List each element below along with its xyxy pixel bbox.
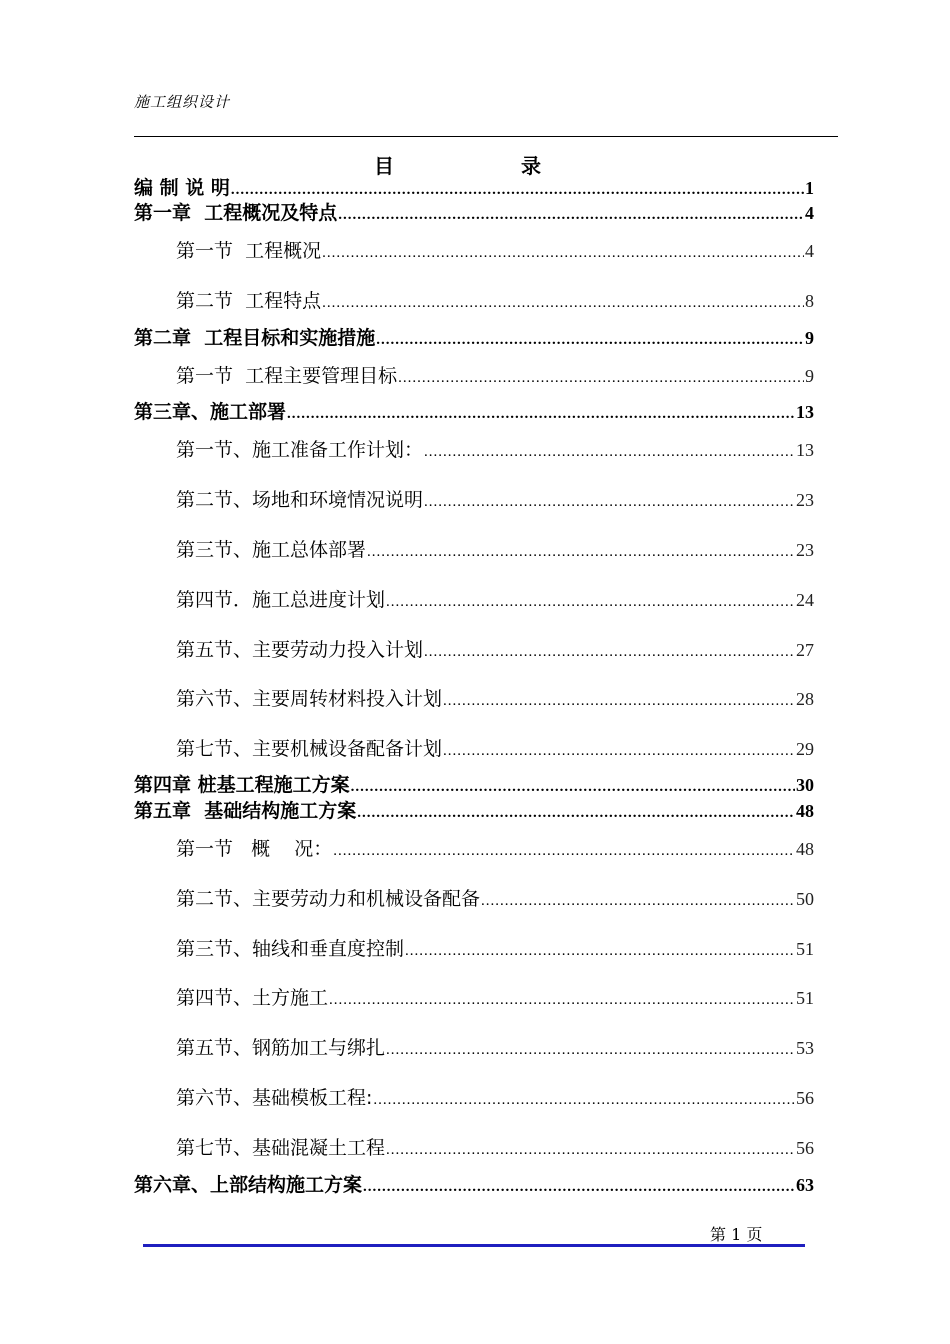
toc-dot-leader (386, 589, 795, 615)
toc-entry-title: 第一节 工程概况 (176, 240, 322, 262)
toc-dot-leader (376, 327, 804, 353)
toc-section-entry[interactable] (176, 1135, 814, 1163)
toc-entry-title: 第六节、基础模板工程: (176, 1087, 373, 1109)
toc-entry-title: 第三章、施工部署 (134, 401, 287, 423)
toc-section-entry[interactable] (176, 288, 814, 316)
toc-entry-page: 30 (796, 775, 814, 795)
toc-section-entry[interactable] (176, 936, 814, 964)
toc-entry-title: 第二节 工程特点 (176, 290, 322, 312)
toc-dot-leader (357, 800, 795, 826)
toc-entry-page: 48 (796, 839, 814, 859)
toc-entry-page: 29 (796, 739, 814, 759)
toc-dot-leader (338, 202, 804, 228)
toc-entry-page: 51 (796, 939, 814, 959)
toc-section-entry[interactable] (176, 1085, 814, 1113)
toc-entry-title: 第四章 桩基工程施工方案 (134, 774, 350, 796)
toc-entry-title: 第七节、主要机械设备配备计划 (176, 738, 443, 760)
toc-entry-title: 第三节、施工总体部署 (176, 539, 367, 561)
toc-entry-title: 第六节、主要周转材料投入计划 (176, 688, 443, 710)
toc-section-entry[interactable] (176, 437, 814, 465)
toc-dot-leader (333, 838, 795, 864)
toc-section-entry[interactable] (176, 238, 814, 266)
toc-entry-page: 53 (796, 1038, 814, 1058)
toc-dot-leader (386, 1137, 795, 1163)
toc-dot-leader (322, 240, 804, 266)
toc-dot-leader (424, 439, 795, 465)
toc-entry-page: 4 (805, 241, 814, 261)
toc-entry-title: 第二节、场地和环境情况说明 (176, 489, 424, 511)
toc-dot-leader (367, 539, 795, 565)
toc-entry-page: 23 (796, 490, 814, 510)
toc-chapter-entry[interactable] (134, 1172, 814, 1200)
toc-dot-leader (287, 401, 795, 427)
toc-entry-page: 1 (805, 178, 814, 198)
toc-section-entry[interactable] (176, 637, 814, 665)
toc-chapter-entry[interactable] (134, 200, 814, 228)
toc-entry-title: 第三节、轴线和垂直度控制 (176, 938, 405, 960)
toc-entry-title: 第一节 概 况： (176, 838, 333, 860)
toc-entry-title: 第四节、土方施工 (176, 987, 329, 1009)
toc-entry-page: 13 (796, 402, 814, 422)
toc-entry-title: 第一节、施工准备工作计划： (176, 439, 424, 461)
toc-section-entry[interactable] (176, 985, 814, 1013)
toc-entry-title: 第五节、钢筋加工与绑扎 (176, 1037, 386, 1059)
toc-dot-leader (363, 1174, 795, 1200)
toc-entry-title: 第五章 基础结构施工方案 (134, 800, 357, 822)
toc-dot-leader (351, 774, 795, 800)
toc-section-entry[interactable] (176, 886, 814, 914)
toc-dot-leader (405, 938, 795, 964)
toc-entry-page: 48 (796, 801, 814, 821)
toc-section-entry[interactable] (176, 363, 814, 391)
toc-dot-leader (329, 987, 795, 1013)
toc-chapter-entry[interactable] (134, 325, 814, 353)
footer-page-number: 第 1 页 (710, 1225, 763, 1244)
toc-dot-leader (443, 688, 795, 714)
toc-dot-leader (398, 365, 804, 391)
toc-entry-title: 第四节．施工总进度计划 (176, 589, 386, 611)
toc-entry-page: 9 (805, 328, 814, 348)
toc-entry-page: 8 (805, 291, 814, 311)
toc-dot-leader (322, 290, 804, 316)
toc-entry-page: 51 (796, 988, 814, 1008)
toc-dot-leader (424, 489, 795, 515)
toc-section-entry[interactable] (176, 537, 814, 565)
toc-entry-title: 编 制 说 明 (134, 177, 230, 199)
toc-entry-title: 第二章 工程目标和实施措施 (134, 327, 376, 349)
toc-entry-title: 第二节、主要劳动力和机械设备配备 (176, 888, 481, 910)
toc-entry-page: 56 (796, 1088, 814, 1108)
toc-entry-title: 第一节 工程主要管理目标 (176, 365, 398, 387)
toc-dot-leader (386, 1037, 795, 1063)
running-header: 施工组织设计 (134, 93, 231, 111)
toc-entry-page: 28 (796, 689, 814, 709)
toc-entry-page: 4 (805, 203, 814, 223)
toc-entry-page: 27 (796, 640, 814, 660)
toc-entry-page: 56 (796, 1138, 814, 1158)
toc-entry-page: 23 (796, 540, 814, 560)
toc-dot-leader (424, 639, 795, 665)
toc-chapter-entry[interactable] (134, 399, 814, 427)
toc-section-entry[interactable] (176, 1035, 814, 1063)
toc-section-entry[interactable] (176, 736, 814, 764)
toc-entry-page: 13 (796, 440, 814, 460)
toc-dot-leader (443, 738, 795, 764)
toc-entry-page: 24 (796, 590, 814, 610)
toc-entry-title: 第一章 工程概况及特点 (134, 202, 338, 224)
toc-section-entry[interactable] (176, 487, 814, 515)
toc-dot-leader (373, 1087, 795, 1113)
toc-chapter-entry[interactable] (134, 175, 814, 203)
toc-entry-page: 9 (805, 366, 814, 386)
toc-chapter-entry[interactable] (134, 772, 814, 800)
header-rule (134, 136, 838, 137)
toc-entry-page: 50 (796, 889, 814, 909)
toc-dot-leader (481, 888, 795, 914)
toc-entry-title: 第七节、基础混凝土工程 (176, 1137, 386, 1159)
toc-section-entry[interactable] (176, 686, 814, 714)
toc-section-entry[interactable] (176, 587, 814, 615)
toc-entry-title: 第五节、主要劳动力投入计划 (176, 639, 424, 661)
footer-rule (143, 1244, 805, 1247)
toc-entry-title: 第六章、上部结构施工方案 (134, 1174, 363, 1196)
toc-title: 目 录 (374, 154, 601, 178)
toc-chapter-entry[interactable] (134, 798, 814, 826)
toc-entry-page: 63 (796, 1175, 814, 1195)
toc-section-entry[interactable] (176, 836, 814, 864)
